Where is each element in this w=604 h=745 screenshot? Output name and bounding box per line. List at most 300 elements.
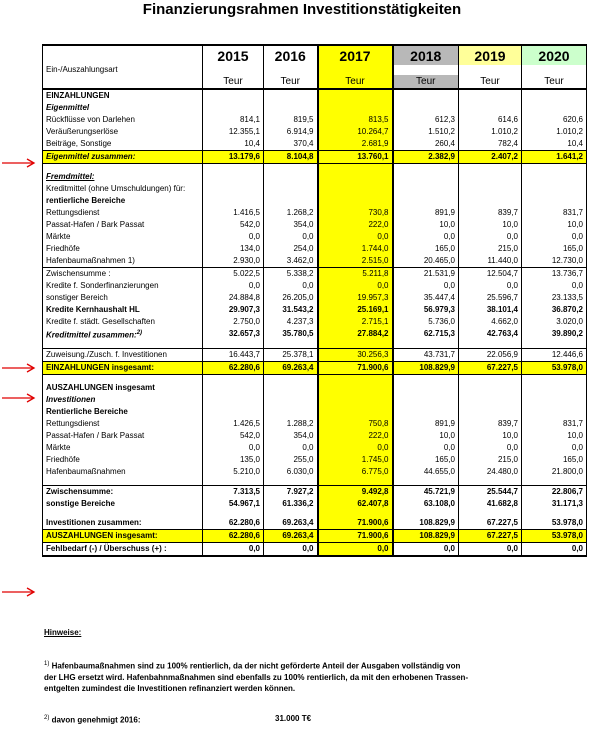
value-2015: 1.416,5 bbox=[203, 207, 264, 219]
value-2019 bbox=[459, 89, 522, 102]
footnote-2-value: 31.000 T€ bbox=[275, 714, 312, 723]
row-label: Passat-Hafen / Bark Passat bbox=[43, 219, 203, 231]
category-row bbox=[43, 65, 587, 75]
value-2018: 260,4 bbox=[393, 138, 459, 151]
value-2018 bbox=[393, 394, 459, 406]
value-2016: 0,0 bbox=[264, 280, 318, 292]
table-row bbox=[43, 382, 587, 394]
table-row bbox=[43, 430, 587, 442]
value-2019 bbox=[459, 164, 522, 172]
row-label bbox=[43, 374, 203, 382]
value-2019: 67.227,5 bbox=[459, 529, 522, 542]
value-2015: 13.179,6 bbox=[203, 151, 264, 164]
value-2016 bbox=[264, 195, 318, 207]
value-2018: 108.829,9 bbox=[393, 529, 459, 542]
value-2020: 165,0 bbox=[522, 243, 587, 255]
value-2017 bbox=[318, 195, 393, 207]
value-2019 bbox=[459, 341, 522, 349]
value-2017: 2.715,1 bbox=[318, 316, 393, 328]
value-2017: 1.745,0 bbox=[318, 454, 393, 466]
value-2019: 25.544,7 bbox=[459, 485, 522, 498]
value-2019 bbox=[459, 102, 522, 114]
row-label: Rentierliche Bereiche bbox=[43, 406, 203, 418]
value-2020: 3.020,0 bbox=[522, 316, 587, 328]
table-row bbox=[43, 126, 587, 138]
row-label: Kredite f. städt. Gesellschaften bbox=[43, 316, 203, 328]
value-2016: 5.338,2 bbox=[264, 268, 318, 281]
value-2016: 25.378,1 bbox=[264, 348, 318, 361]
value-2015: 54.967,1 bbox=[203, 498, 264, 510]
value-2016: 0,0 bbox=[264, 231, 318, 243]
value-2020: 165,0 bbox=[522, 454, 587, 466]
unit-2016: Teur bbox=[264, 75, 318, 89]
value-2017 bbox=[318, 382, 393, 394]
row-label: Passat-Hafen / Bark Passat bbox=[43, 430, 203, 442]
value-2019: 11.440,0 bbox=[459, 255, 522, 268]
value-2019 bbox=[459, 406, 522, 418]
row-label: Rettungsdienst bbox=[43, 207, 203, 219]
value-2019: 0,0 bbox=[459, 231, 522, 243]
value-2018: 21.531,9 bbox=[393, 268, 459, 281]
value-2020: 12.730,0 bbox=[522, 255, 587, 268]
value-2020: 1.010,2 bbox=[522, 126, 587, 138]
footnote-1-line1: Hafenbaumaßnahmen sind zu 100% rentierlich, da der nicht geförderte Anteil der Ausgaben vollständig von bbox=[51, 661, 461, 671]
value-2015: 814,1 bbox=[203, 114, 264, 126]
value-2016 bbox=[264, 102, 318, 114]
year-2019: 2019 bbox=[459, 45, 522, 65]
value-2015 bbox=[203, 478, 264, 486]
value-2015 bbox=[203, 382, 264, 394]
value-2015: 32.657,3 bbox=[203, 328, 264, 341]
value-2017: 71.900,6 bbox=[318, 517, 393, 530]
value-2015 bbox=[203, 341, 264, 349]
value-2019: 839,7 bbox=[459, 418, 522, 430]
value-2015: 135,0 bbox=[203, 454, 264, 466]
value-2020 bbox=[522, 510, 587, 517]
value-2016: 3.462,0 bbox=[264, 255, 318, 268]
value-2017 bbox=[318, 102, 393, 114]
value-2015: 542,0 bbox=[203, 430, 264, 442]
value-2016: 0,0 bbox=[264, 542, 318, 556]
value-2019 bbox=[459, 183, 522, 195]
value-2020: 23.133,5 bbox=[522, 292, 587, 304]
value-2019: 2.407,2 bbox=[459, 151, 522, 164]
value-2017: 27.884,2 bbox=[318, 328, 393, 341]
value-2016: 370,4 bbox=[264, 138, 318, 151]
value-2017: 6.775,0 bbox=[318, 466, 393, 478]
table-row bbox=[43, 114, 587, 126]
table-row bbox=[43, 138, 587, 151]
value-2017 bbox=[318, 510, 393, 517]
value-2017: 0,0 bbox=[318, 442, 393, 454]
value-2016: 61.336,2 bbox=[264, 498, 318, 510]
table-row bbox=[43, 255, 587, 268]
value-2018: 20.465,0 bbox=[393, 255, 459, 268]
table-row bbox=[43, 361, 587, 374]
value-2018: 108.829,9 bbox=[393, 517, 459, 530]
value-2015: 29.907,3 bbox=[203, 304, 264, 316]
unit-2015: Teur bbox=[203, 75, 264, 89]
value-2016 bbox=[264, 183, 318, 195]
value-2019 bbox=[459, 382, 522, 394]
value-2018: 0,0 bbox=[393, 442, 459, 454]
table-row bbox=[43, 231, 587, 243]
table-row bbox=[43, 219, 587, 231]
value-2020: 53.978,0 bbox=[522, 361, 587, 374]
row-label: rentierliche Bereiche bbox=[43, 195, 203, 207]
value-2016: 1.268,2 bbox=[264, 207, 318, 219]
value-2019: 215,0 bbox=[459, 454, 522, 466]
value-2015: 542,0 bbox=[203, 219, 264, 231]
value-2017 bbox=[318, 406, 393, 418]
value-2016 bbox=[264, 164, 318, 172]
value-2020: 831,7 bbox=[522, 207, 587, 219]
value-2017: 9.492,8 bbox=[318, 485, 393, 498]
value-2020 bbox=[522, 382, 587, 394]
value-2018 bbox=[393, 478, 459, 486]
table-row bbox=[43, 316, 587, 328]
unit-row bbox=[43, 75, 587, 89]
value-2015: 24.884,8 bbox=[203, 292, 264, 304]
value-2020: 10,0 bbox=[522, 430, 587, 442]
footnote-2-mark: 2) bbox=[44, 715, 50, 721]
value-2019 bbox=[459, 374, 522, 382]
value-2020 bbox=[522, 394, 587, 406]
value-2020: 36.870,2 bbox=[522, 304, 587, 316]
value-2017: 222,0 bbox=[318, 219, 393, 231]
value-2019: 22.056,9 bbox=[459, 348, 522, 361]
table-row bbox=[43, 280, 587, 292]
row-label: Rückflüsse von Darlehen bbox=[43, 114, 203, 126]
arrow-icon bbox=[0, 158, 36, 168]
value-2015: 12.355,1 bbox=[203, 126, 264, 138]
table-row bbox=[43, 442, 587, 454]
value-2018 bbox=[393, 164, 459, 172]
table-row bbox=[43, 304, 587, 316]
value-2018: 891,9 bbox=[393, 418, 459, 430]
value-2019: 215,0 bbox=[459, 243, 522, 255]
table-row bbox=[43, 207, 587, 219]
row-label: Kredite f. Sonderfinanzierungen bbox=[43, 280, 203, 292]
value-2017: 13.760,1 bbox=[318, 151, 393, 164]
value-2015 bbox=[203, 171, 264, 183]
value-2018: 0,0 bbox=[393, 280, 459, 292]
table-row bbox=[43, 529, 587, 542]
value-2020: 21.800,0 bbox=[522, 466, 587, 478]
value-2015 bbox=[203, 164, 264, 172]
value-2015: 134,0 bbox=[203, 243, 264, 255]
value-2016 bbox=[264, 406, 318, 418]
value-2019: 25.596,7 bbox=[459, 292, 522, 304]
value-2019: 4.662,0 bbox=[459, 316, 522, 328]
value-2017: 10.264,7 bbox=[318, 126, 393, 138]
table-row bbox=[43, 195, 587, 207]
value-2019: 1.010,2 bbox=[459, 126, 522, 138]
row-label: Investitionen bbox=[43, 394, 203, 406]
value-2019: 42.763,4 bbox=[459, 328, 522, 341]
value-2015: 7.313,5 bbox=[203, 485, 264, 498]
value-2016 bbox=[264, 478, 318, 486]
value-2017: 222,0 bbox=[318, 430, 393, 442]
footnote-1-line3: entgelten zumindest die Investitionen refinanziert werden können. bbox=[44, 683, 296, 693]
value-2020 bbox=[522, 195, 587, 207]
footnote-1-mark: 1) bbox=[44, 661, 50, 667]
year-2016: 2016 bbox=[264, 45, 318, 65]
value-2019: 38.101,4 bbox=[459, 304, 522, 316]
value-2015 bbox=[203, 183, 264, 195]
value-2020: 13.736,7 bbox=[522, 268, 587, 281]
row-label bbox=[43, 510, 203, 517]
value-2019: 41.682,8 bbox=[459, 498, 522, 510]
value-2017 bbox=[318, 341, 393, 349]
value-2020: 39.890,2 bbox=[522, 328, 587, 341]
value-2020: 620,6 bbox=[522, 114, 587, 126]
notes-heading: Hinweise: bbox=[44, 628, 82, 637]
value-2016: 69.263,4 bbox=[264, 517, 318, 530]
unit-2017: Teur bbox=[318, 75, 393, 89]
table-row bbox=[43, 102, 587, 114]
value-2019: 0,0 bbox=[459, 442, 522, 454]
value-2015 bbox=[203, 394, 264, 406]
value-2020 bbox=[522, 164, 587, 172]
row-label: Rettungsdienst bbox=[43, 418, 203, 430]
value-2020: 53.978,0 bbox=[522, 529, 587, 542]
value-2019: 67.227,5 bbox=[459, 517, 522, 530]
page-title: Finanzierungsrahmen Investitionstätigkeiten bbox=[142, 1, 462, 18]
value-2017: 5.211,8 bbox=[318, 268, 393, 281]
value-2018: 45.721,9 bbox=[393, 485, 459, 498]
value-2018: 43.731,7 bbox=[393, 348, 459, 361]
table-row bbox=[43, 243, 587, 255]
value-2017: 2.515,0 bbox=[318, 255, 393, 268]
value-2015: 2.930,0 bbox=[203, 255, 264, 268]
value-2020: 0,0 bbox=[522, 542, 587, 556]
value-2016: 1.288,2 bbox=[264, 418, 318, 430]
value-2015 bbox=[203, 374, 264, 382]
table-row bbox=[43, 542, 587, 556]
value-2018: 63.108,0 bbox=[393, 498, 459, 510]
value-2019 bbox=[459, 394, 522, 406]
value-2020: 53.978,0 bbox=[522, 517, 587, 530]
value-2017: 19.957,3 bbox=[318, 292, 393, 304]
value-2016: 6.914,9 bbox=[264, 126, 318, 138]
footnote-ref: 2) bbox=[136, 330, 143, 336]
value-2017: 813,5 bbox=[318, 114, 393, 126]
unit-2020: Teur bbox=[522, 75, 587, 89]
value-2016 bbox=[264, 341, 318, 349]
value-2015: 0,0 bbox=[203, 542, 264, 556]
value-2016: 7.927,2 bbox=[264, 485, 318, 498]
value-2015: 0,0 bbox=[203, 280, 264, 292]
value-2017: 0,0 bbox=[318, 542, 393, 556]
value-2016: 35.780,5 bbox=[264, 328, 318, 341]
value-2015 bbox=[203, 195, 264, 207]
value-2015: 5.210,0 bbox=[203, 466, 264, 478]
value-2016 bbox=[264, 374, 318, 382]
table-row bbox=[43, 485, 587, 498]
value-2017 bbox=[318, 89, 393, 102]
value-2020 bbox=[522, 183, 587, 195]
table-row bbox=[43, 268, 587, 281]
value-2019: 67.227,5 bbox=[459, 361, 522, 374]
value-2018: 0,0 bbox=[393, 542, 459, 556]
value-2020: 22.806,7 bbox=[522, 485, 587, 498]
year-2015: 2015 bbox=[203, 45, 264, 65]
value-2019: 782,4 bbox=[459, 138, 522, 151]
value-2015: 10,4 bbox=[203, 138, 264, 151]
value-2015: 62.280,6 bbox=[203, 517, 264, 530]
row-label: EINZAHLUNGEN bbox=[43, 89, 203, 102]
value-2020 bbox=[522, 89, 587, 102]
value-2019: 12.504,7 bbox=[459, 268, 522, 281]
value-2020: 10,4 bbox=[522, 138, 587, 151]
value-2020: 31.171,3 bbox=[522, 498, 587, 510]
notes-section bbox=[44, 627, 81, 638]
row-label: Zwischensumme : bbox=[43, 268, 203, 281]
value-2018: 108.829,9 bbox=[393, 361, 459, 374]
footnote-1 bbox=[44, 659, 468, 694]
table-row bbox=[43, 517, 587, 530]
value-2020 bbox=[522, 478, 587, 486]
value-2016: 255,0 bbox=[264, 454, 318, 466]
value-2016: 0,0 bbox=[264, 442, 318, 454]
value-2016: 354,0 bbox=[264, 219, 318, 231]
value-2015: 2.750,0 bbox=[203, 316, 264, 328]
footnote-2 bbox=[44, 713, 344, 726]
value-2018: 165,0 bbox=[393, 243, 459, 255]
header-blank bbox=[43, 45, 203, 65]
value-2020 bbox=[522, 341, 587, 349]
row-label: Märkte bbox=[43, 231, 203, 243]
value-2019: 0,0 bbox=[459, 542, 522, 556]
value-2018 bbox=[393, 510, 459, 517]
value-2020 bbox=[522, 406, 587, 418]
value-2018: 56.979,3 bbox=[393, 304, 459, 316]
value-2017: 750,8 bbox=[318, 418, 393, 430]
value-2018: 0,0 bbox=[393, 231, 459, 243]
row-label: AUSZAHLUNGEN insgesamt: bbox=[43, 529, 203, 542]
row-label: Investitionen zusammen: bbox=[43, 517, 203, 530]
value-2017 bbox=[318, 394, 393, 406]
row-label: Eigenmittel bbox=[43, 102, 203, 114]
value-2019: 614,6 bbox=[459, 114, 522, 126]
value-2017 bbox=[318, 478, 393, 486]
value-2020 bbox=[522, 171, 587, 183]
value-2017: 25.169,1 bbox=[318, 304, 393, 316]
value-2018 bbox=[393, 102, 459, 114]
value-2016 bbox=[264, 89, 318, 102]
value-2019 bbox=[459, 510, 522, 517]
row-label: sonstige Bereiche bbox=[43, 498, 203, 510]
arrow-icon bbox=[0, 587, 36, 597]
value-2019: 0,0 bbox=[459, 280, 522, 292]
table-row bbox=[43, 348, 587, 361]
financing-table bbox=[42, 44, 587, 557]
value-2018 bbox=[393, 341, 459, 349]
table-row bbox=[43, 151, 587, 164]
value-2015: 62.280,6 bbox=[203, 361, 264, 374]
value-2016 bbox=[264, 171, 318, 183]
row-label bbox=[43, 164, 203, 172]
table-row bbox=[43, 466, 587, 478]
row-label: Beiträge, Sonstige bbox=[43, 138, 203, 151]
footnote-2-label: davon genehmigt 2016: bbox=[51, 715, 141, 725]
value-2017 bbox=[318, 374, 393, 382]
value-2017: 62.407,8 bbox=[318, 498, 393, 510]
row-label: Zuweisung./Zusch. f. Investitionen bbox=[43, 348, 203, 361]
value-2015: 62.280,6 bbox=[203, 529, 264, 542]
row-label: Kreditmittel (ohne Umschuldungen) für: bbox=[43, 183, 203, 195]
row-label: Zwischensumme: bbox=[43, 485, 203, 498]
value-2017: 71.900,6 bbox=[318, 529, 393, 542]
row-label: Kredite Kernhaushalt HL bbox=[43, 304, 203, 316]
row-label bbox=[43, 341, 203, 349]
value-2017 bbox=[318, 183, 393, 195]
value-2015 bbox=[203, 406, 264, 418]
arrow-icon bbox=[0, 393, 36, 403]
row-header-label: Ein-/Auszahlungsart bbox=[43, 65, 203, 75]
table-row bbox=[43, 406, 587, 418]
value-2018 bbox=[393, 374, 459, 382]
row-label: sonstiger Bereich bbox=[43, 292, 203, 304]
table-row bbox=[43, 374, 587, 382]
row-label: Eigenmittel zusammen: bbox=[43, 151, 203, 164]
value-2016 bbox=[264, 510, 318, 517]
row-label: Hafenbaumaßnahmen 1) bbox=[43, 255, 203, 268]
value-2018 bbox=[393, 382, 459, 394]
value-2017: 0,0 bbox=[318, 231, 393, 243]
value-2020: 0,0 bbox=[522, 231, 587, 243]
value-2018 bbox=[393, 406, 459, 418]
value-2018: 35.447,4 bbox=[393, 292, 459, 304]
value-2016: 69.263,4 bbox=[264, 361, 318, 374]
value-2015: 16.443,7 bbox=[203, 348, 264, 361]
footnote-1-line2: der LHG ersetzt wird. Hafenbahnmaßnahmen sind ebenfalls zu 100% rentierlich, da mit den erhobenen Trassen- bbox=[44, 672, 469, 682]
value-2016: 31.543,2 bbox=[264, 304, 318, 316]
value-2015: 5.022,5 bbox=[203, 268, 264, 281]
value-2015 bbox=[203, 89, 264, 102]
value-2016: 354,0 bbox=[264, 430, 318, 442]
value-2020: 0,0 bbox=[522, 280, 587, 292]
table-row bbox=[43, 292, 587, 304]
value-2019: 839,7 bbox=[459, 207, 522, 219]
unit-2018: Teur bbox=[393, 75, 459, 89]
value-2020: 10,0 bbox=[522, 219, 587, 231]
value-2018 bbox=[393, 89, 459, 102]
value-2016: 819,5 bbox=[264, 114, 318, 126]
value-2015: 0,0 bbox=[203, 231, 264, 243]
row-label: Friedhöfe bbox=[43, 454, 203, 466]
table-row bbox=[43, 183, 587, 195]
value-2016 bbox=[264, 382, 318, 394]
value-2020 bbox=[522, 374, 587, 382]
value-2018 bbox=[393, 195, 459, 207]
value-2019: 24.480,0 bbox=[459, 466, 522, 478]
row-label: Veräußerungserlöse bbox=[43, 126, 203, 138]
value-2020: 0,0 bbox=[522, 442, 587, 454]
value-2018: 891,9 bbox=[393, 207, 459, 219]
value-2019: 10,0 bbox=[459, 219, 522, 231]
value-2016: 26.205,0 bbox=[264, 292, 318, 304]
row-label: EINZAHLUNGEN insgesamt: bbox=[43, 361, 203, 374]
year-2017: 2017 bbox=[318, 45, 393, 65]
value-2019: 10,0 bbox=[459, 430, 522, 442]
value-2018: 2.382,9 bbox=[393, 151, 459, 164]
value-2018: 5.736,0 bbox=[393, 316, 459, 328]
table-row bbox=[43, 328, 587, 341]
value-2017 bbox=[318, 164, 393, 172]
value-2019 bbox=[459, 195, 522, 207]
